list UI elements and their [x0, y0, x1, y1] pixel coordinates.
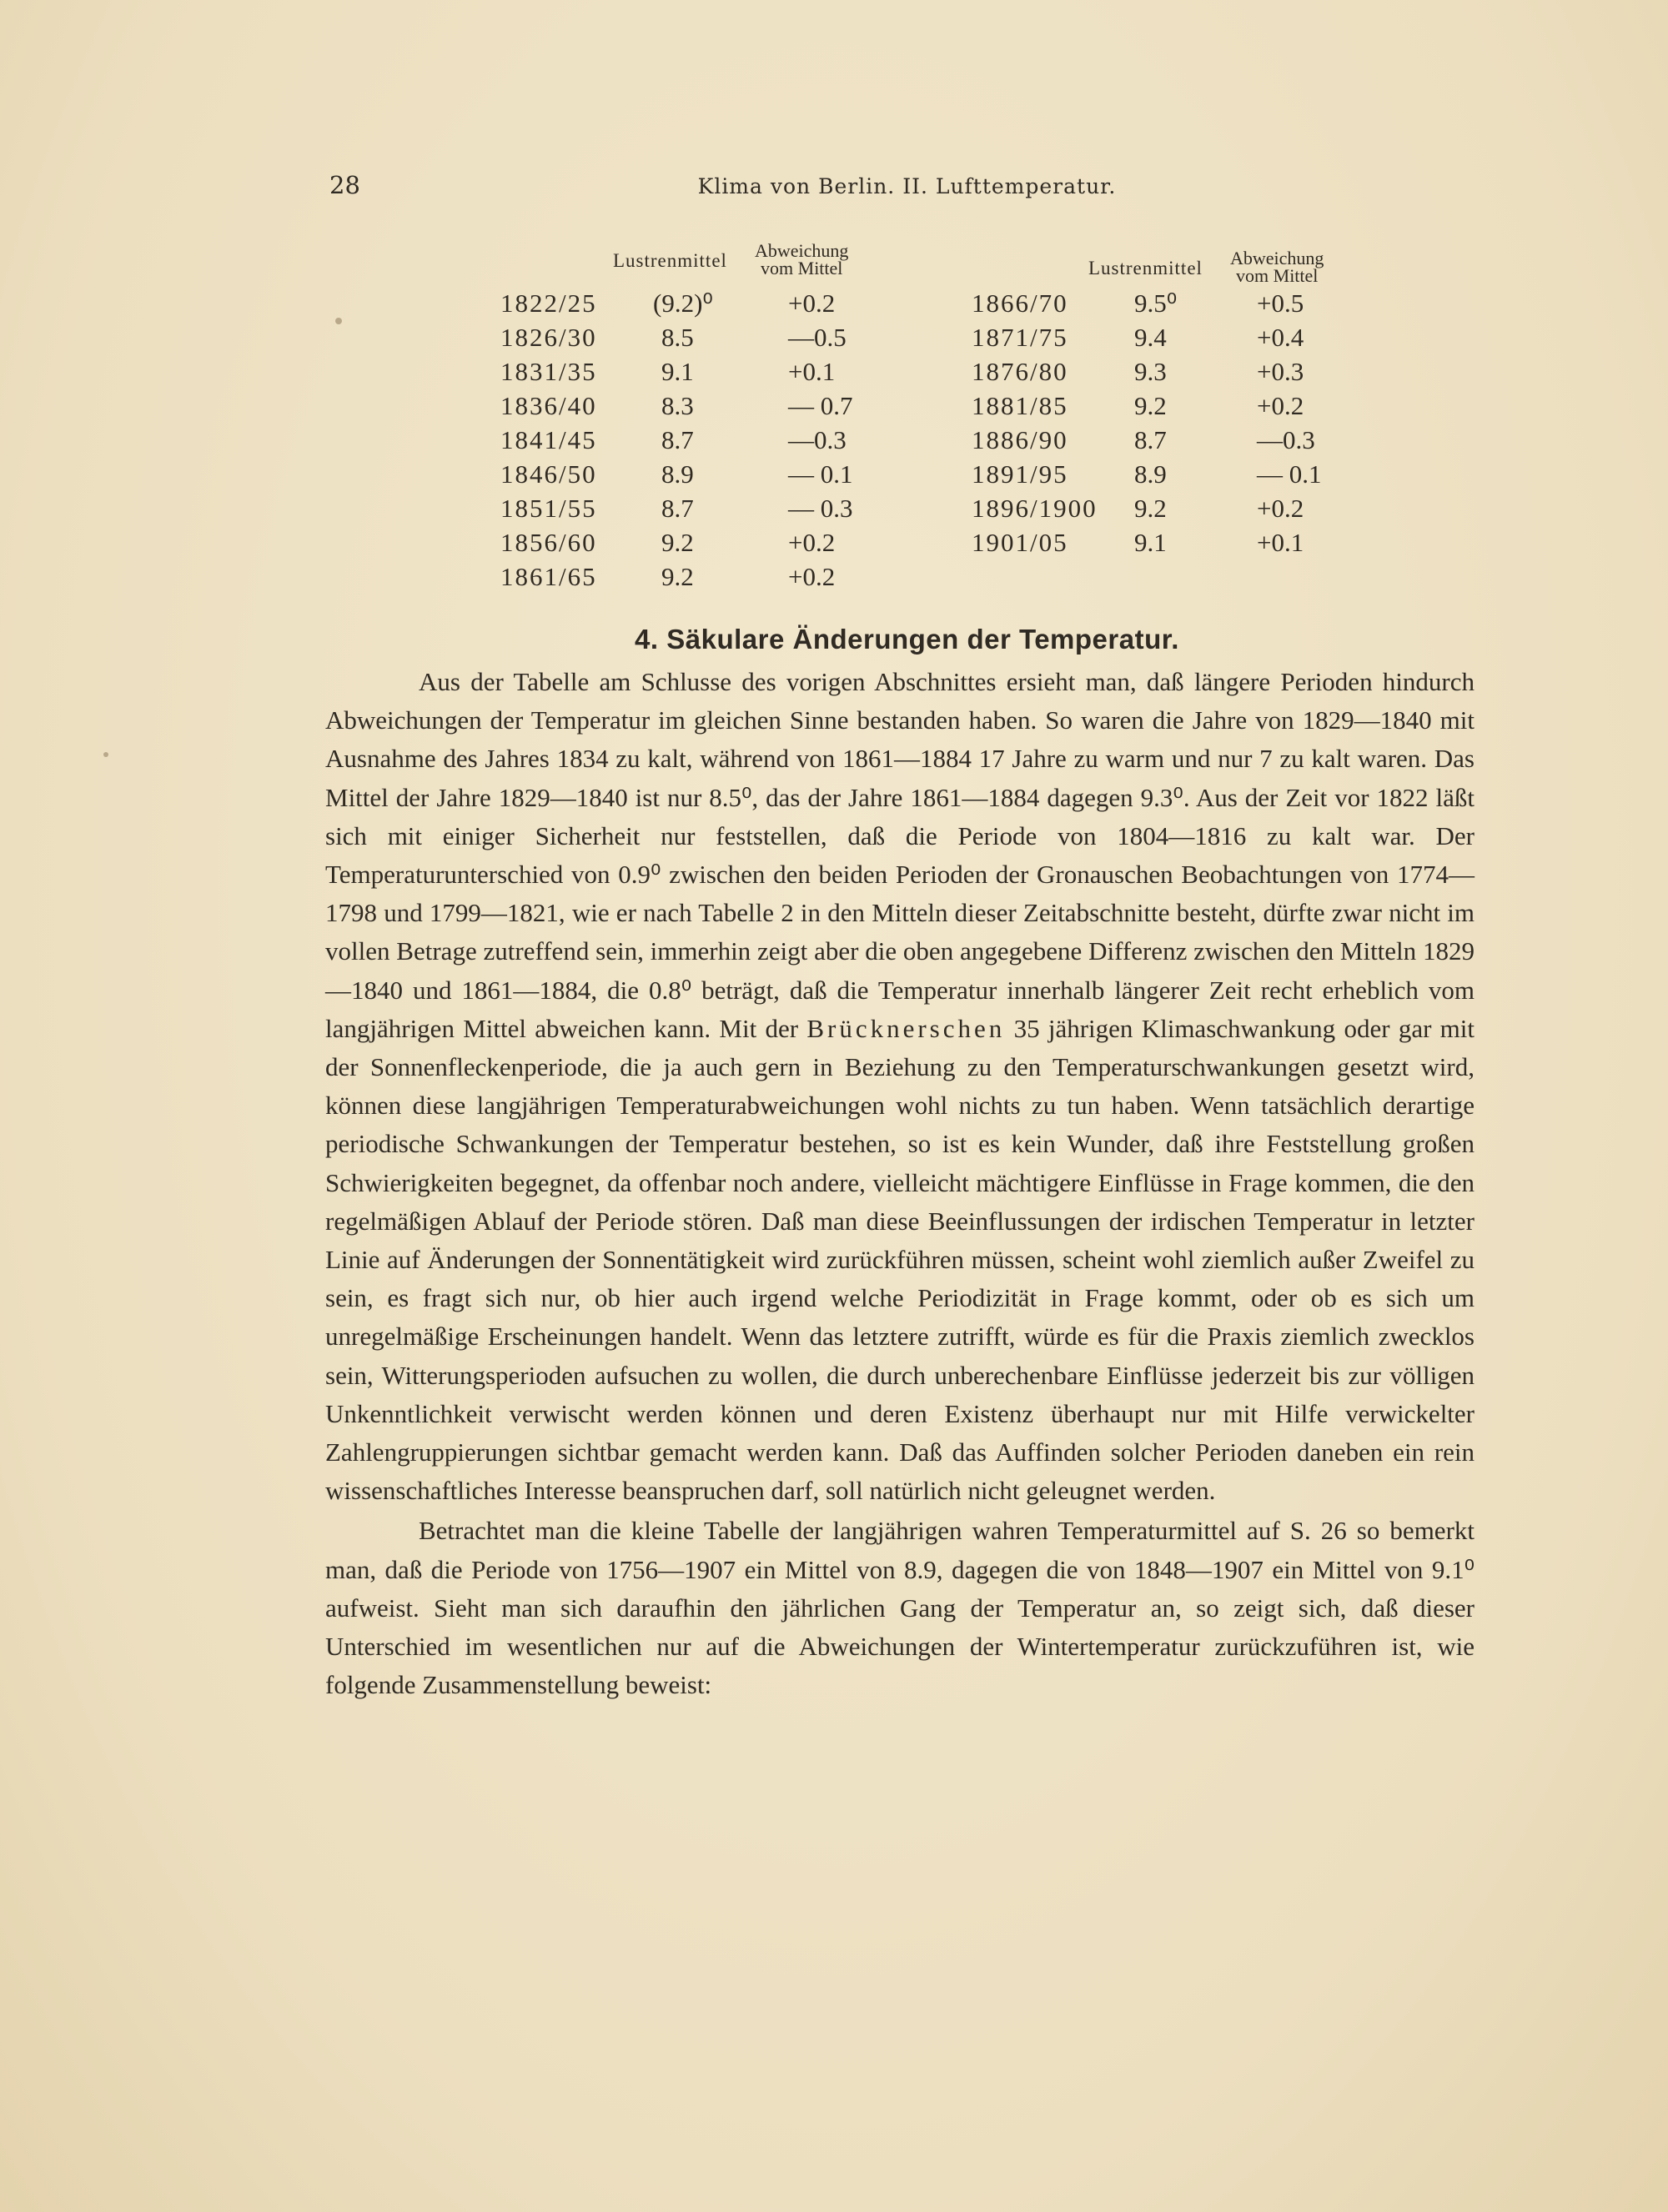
paragraph: Betrachtet man die kleine Tabelle der langjährigen wahren Temperaturmittel auf S. 26 so bemerkt man, daß die Periode von 1756—1907 ein Mittel von 8.9, dagegen die von 1848—1907 ein Mittel von 9.1⁰ aufweist. Sieht man sich daraufhin den jährlichen Gang der Temperatur an, so zeigt sich, daß dieser Unterschied im wesentlichen nur auf die Abweichungen der Wintertemperatur zurückzuführen ist, wie folgende Zusammenstellung beweist:	[325, 1516, 1475, 1700]
page-number: 28	[329, 171, 360, 199]
lustren-table-left: Lustrenmittel Abweichung vom Mittel 1822/25 (9.2)⁰ +0.2 1826/30 8.5 —0.5 1831/35 9.1 +0.1 1836/40 8.3 — 0.7 1841/45 8.7 —0.3 1846/50 8.9 — 0.1 1851/55 8.7 — 0.3 1856/60 9.2 +0.2 1861/65 9.2 +0.2	[500, 240, 853, 591]
page-header	[329, 171, 1485, 204]
paper-speck	[103, 752, 108, 757]
body-text	[325, 663, 1475, 1704]
column-header-mean: Lustrenmittel	[613, 250, 727, 271]
column-header-mean: Lustrenmittel	[1088, 258, 1203, 278]
lustren-table-right: Lustrenmittel Abweichung vom Mittel 1866/70 9.5⁰ +0.5 1871/75 9.4 +0.4 1876/80 9.3 +0.3 1881/85 9.2 +0.2 1886/90 8.7 —0.3 1891/95 8.9 — 0.1 1896/1900 9.2 +0.2 1901/05 9.1 +0.1	[972, 248, 1324, 557]
column-header-deviation: Abweichung vom Mittel	[1230, 248, 1324, 286]
running-title: Klima von Berlin. II. Lufttemperatur.	[697, 174, 1117, 198]
author-name: Brücknerschen	[806, 1013, 1006, 1043]
section-title: 4. Säkulare Änderungen der Temperatur.	[635, 624, 1179, 655]
column-header-deviation: Abweichung vom Mittel	[755, 240, 849, 278]
paragraph: Aus der Tabelle am Schlusse des vorigen Abschnittes ersieht man, daß längere Perioden hindurch Abweichungen der Temperatur im gleichen Sinne bestanden haben. So waren die Jahre von 1829—1840 mit Ausnahme des Jahres 1834 zu kalt, während von 1861—1884 17 Jahre zu warm und nur 7 zu kalt waren. Das Mittel der Jahre 1829—1840 ist nur 8.5⁰, das der Jahre 1861—1884 dagegen 9.3⁰. Aus der Zeit vor 1822 läßt sich mit einiger Sicherheit nur feststellen, daß die Periode von 1804—1816 zu kalt war. Der Temperaturunterschied von 0.9⁰ zwischen den beiden Perioden der Gronauschen Beobachtungen von 1774—1798 und 1799—1821, wie er nach Tabelle 2 in den Mitteln dieser Zeitabschnitte besteht, dürfte zwar nicht im vollen Betrage zutreffend sein, immerhin zeigt aber die oben angegebene Differenz zwischen den Mitteln 1829—1840 und 1861—1884, die 0.8⁰ beträgt, daß die Temperatur innerhalb längerer Zeit recht erheblich vom langjährigen Mittel abweichen kann. Mit der Brücknerschen 35 jährigen Klimaschwankung oder gar mit der Sonnenfleckenperiode, die ja auch gern in Beziehung zu den Temperaturschwankungen gesetzt wird, können diese langjährigen Temperaturabweichungen wohl nichts zu tun haben. Wenn tatsächlich derartige periodische Schwankungen der Temperatur bestehen, so ist es kein Wunder, daß ihre Feststellung großen Schwierigkeiten begegnet, da offenbar noch andere, vielleicht mächtigere Einflüsse in Frage kommen, die den regelmäßigen Ablauf der Periode stören. Daß man diese Beeinflussungen der irdischen Temperatur in letzter Linie auf Änderungen der Sonnentätigkeit wird zurückführen müssen, scheint wohl ziemlich außer Zweifel zu sein, es fragt sich nur, ob hier auch irgend welche Periodizität in Frage kommt, oder ob es sich um unregelmäßige Erscheinungen handelt. Wenn das letztere zutrifft, würde es für die Praxis ziemlich zwecklos sein, Witterungsperioden aufsuchen zu wollen, die durch unberechenbare Einflüsse jederzeit bis zur völligen Unkenntlichkeit verwischt werden können und deren Existenz überhaupt nur mit Hilfe verwickelter Zahlengruppierungen sichtbar gemacht werden kann. Daß das Auffinden solcher Perioden daneben ein rein wissenschaftliches Interesse beanspruchen darf, soll natürlich nicht geleugnet werden.	[325, 667, 1475, 1506]
paper-speck	[335, 318, 342, 324]
